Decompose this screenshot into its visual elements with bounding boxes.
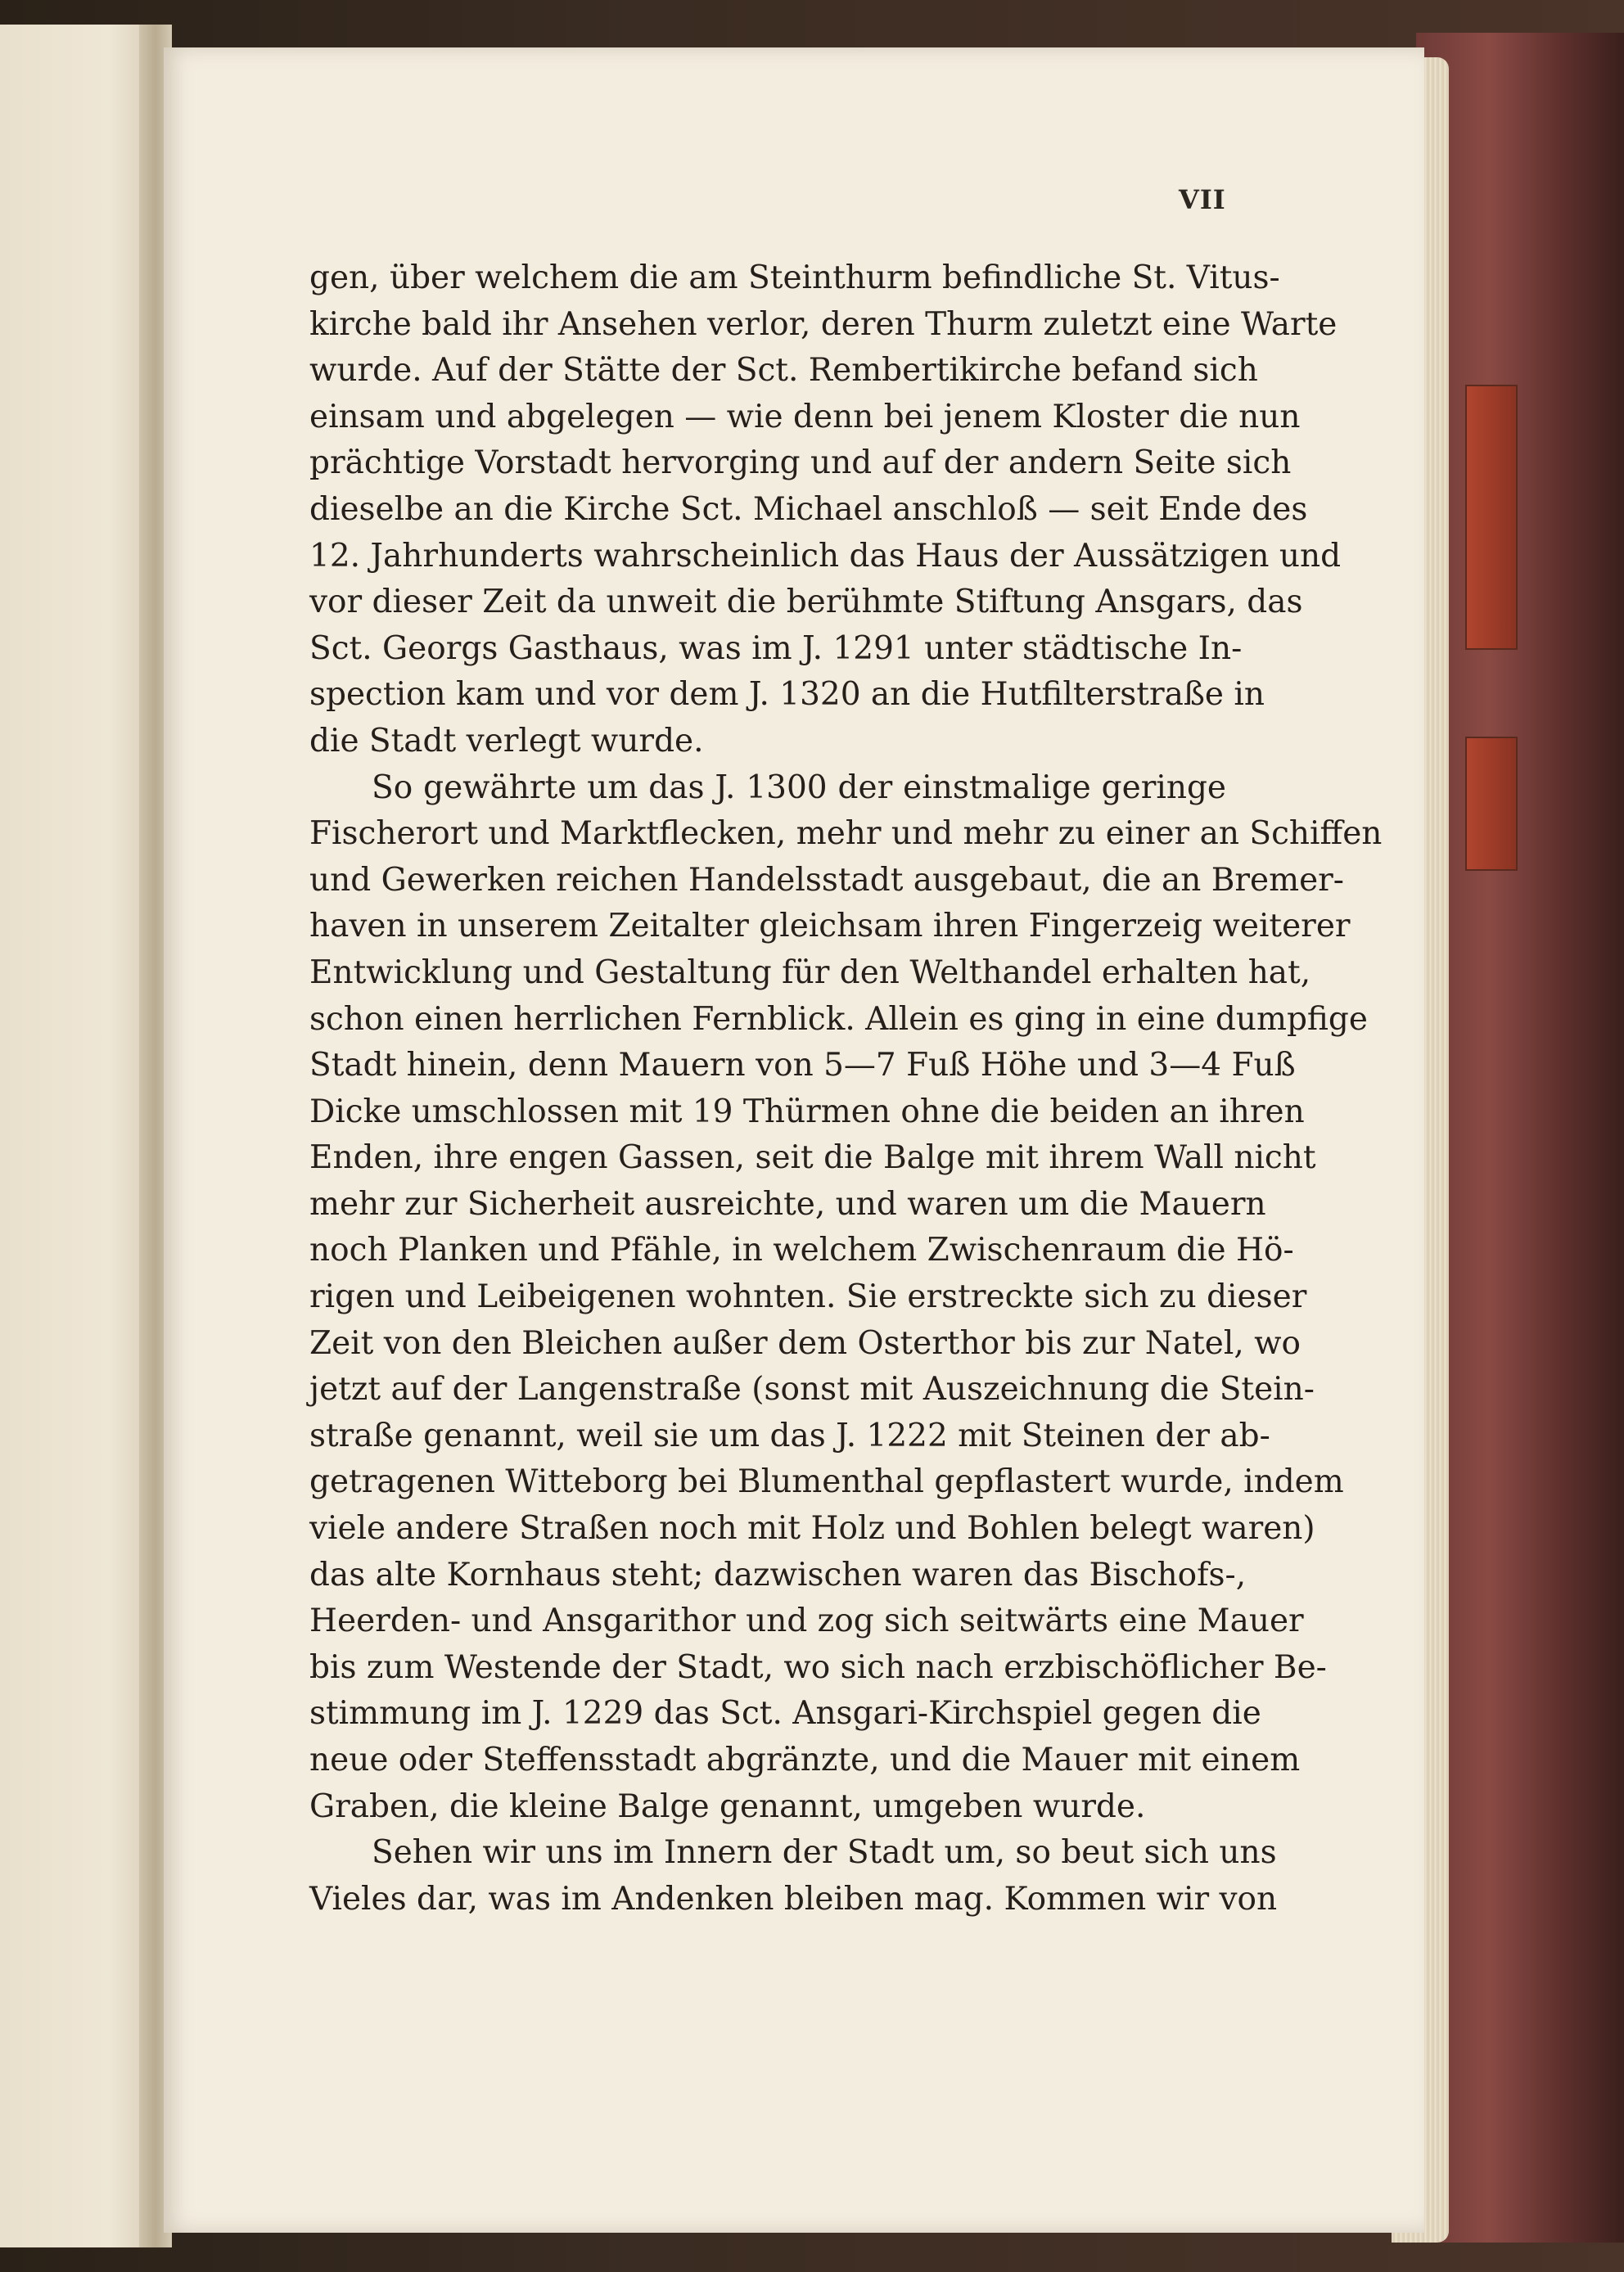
text-line: einsam und abgelegen — wie denn bei jenem Kloster die nun: [309, 398, 1301, 435]
text-line: Enden, ihre engen Gassen, seit die Balge mit ihrem Wall nicht: [309, 1139, 1316, 1177]
text-line: mehr zur Sicherheit ausreichte, und waren um die Mauern: [309, 1185, 1266, 1223]
text-line: dieselbe an die Kirche Sct. Michael anschloß — seit Ende des: [309, 490, 1308, 528]
text-line: Fischerort und Marktflecken, mehr und mehr zu einer an Schiffen: [309, 815, 1383, 853]
text-line: viele andere Straßen noch mit Holz und Bohlen belegt waren): [309, 1510, 1315, 1548]
text-line: haven in unserem Zeitalter gleichsam ihren Fingerzeig weiterer: [309, 908, 1351, 945]
text-line: stimmung im J. 1229 das Sct. Ansgari-Kirchspiel gegen die: [309, 1695, 1261, 1733]
text-line: prächtige Vorstadt hervorging und auf der andern Seite sich: [309, 444, 1292, 482]
text-line: das alte Kornhaus steht; dazwischen waren das Bischofs-,: [309, 1556, 1247, 1594]
text-line: So gewährte um das J. 1300 der einstmalige geringe: [372, 769, 1226, 806]
text-line: spection kam und vor dem J. 1320 an die Hutfilterstraße in: [309, 676, 1265, 714]
text-line: Graben, die kleine Balge genannt, umgeben wurde.: [309, 1787, 1146, 1825]
text-line: rigen und Leibeigenen wohnten. Sie erstreckte sich zu dieser: [309, 1278, 1307, 1316]
text-line: gen, über welchem die am Steinthurm befindliche St. Vitus-: [309, 259, 1280, 296]
text-line: Vieles dar, was im Andenken bleiben mag. Kommen wir von: [309, 1880, 1278, 1918]
text-line: wurde. Auf der Stätte der Sct. Rembertikirche befand sich: [309, 352, 1258, 390]
text-line: und Gewerken reichen Handelsstadt ausgebaut, die an Bremer-: [309, 861, 1344, 899]
text-line: vor dieser Zeit da unweit die berühmte Stiftung Ansgars, das: [309, 584, 1303, 621]
text-line: Entwicklung und Gestaltung für den Welthandel erhalten hat,: [309, 953, 1311, 991]
text-line: jetzt auf der Langenstraße (sonst mit Auszeichnung die Stein-: [309, 1371, 1315, 1409]
text-line: Sehen wir uns im Innern der Stadt um, so beut sich uns: [372, 1834, 1277, 1872]
text-line: noch Planken und Pfähle, in welchem Zwischenraum die Hö-: [309, 1232, 1294, 1269]
cover-tab-upper: [1465, 385, 1518, 650]
text-line: kirche bald ihr Ansehen verlor, deren Thurm zuletzt eine Warte: [309, 305, 1338, 343]
text-line: bis zum Westende der Stadt, wo sich nach erzbischöflicher Be-: [309, 1648, 1327, 1686]
text-line: 12. Jahrhunderts wahrscheinlich das Haus der Aussätzigen und: [309, 537, 1342, 575]
text-line: straße genannt, weil sie um das J. 1222 mit Steinen der ab-: [309, 1417, 1270, 1454]
text-line: Stadt hinein, denn Mauern von 5—7 Fuß Höhe und 3—4 Fuß: [309, 1047, 1296, 1084]
text-line: Heerden- und Ansgarithor und zog sich seitwärts eine Mauer: [309, 1603, 1304, 1640]
text-line: die Stadt verlegt wurde.: [309, 722, 704, 760]
text-line: Sct. Georgs Gasthaus, was im J. 1291 unter städtische In-: [309, 629, 1243, 667]
body-text: [309, 255, 1383, 1923]
facing-page: [0, 25, 156, 2247]
text-line: Zeit von den Bleichen außer dem Osterthor bis zur Natel, wo: [309, 1324, 1301, 1362]
text-line: schon einen herrlichen Fernblick. Allein es ging in eine dumpfige: [309, 1000, 1368, 1038]
cover-tab-lower: [1465, 737, 1518, 871]
text-line: Dicke umschlossen mit 19 Thürmen ohne die beiden an ihren: [309, 1093, 1305, 1130]
page-number: VII: [1179, 184, 1226, 215]
text-line: neue oder Steffensstadt abgränzte, und die Mauer mit einem: [309, 1742, 1301, 1778]
text-line: getragenen Witteborg bei Blumenthal gepflastert wurde, indem: [309, 1463, 1344, 1501]
